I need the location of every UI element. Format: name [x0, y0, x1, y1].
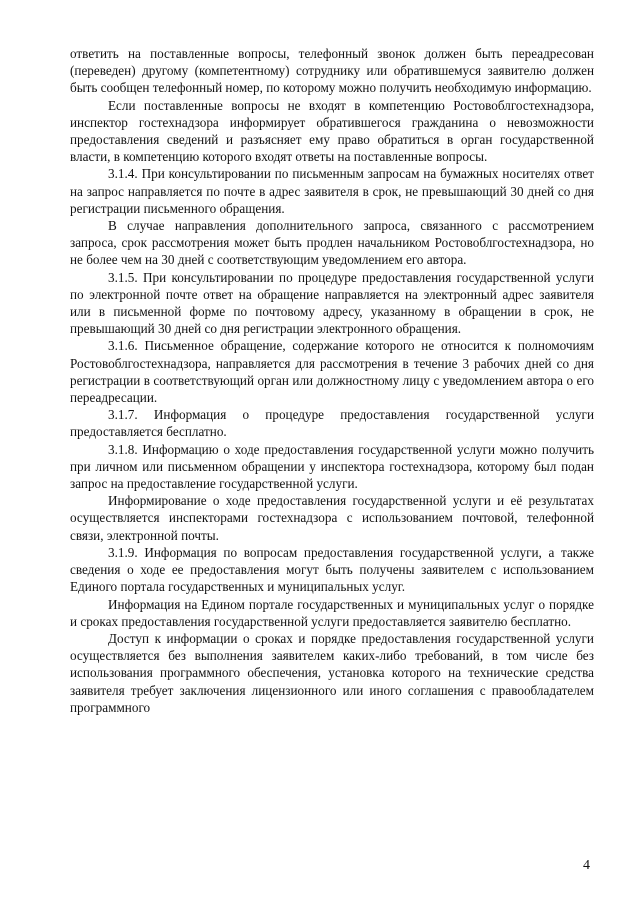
paragraph-3-1-4: 3.1.4. При консультировании по письменным запросам на бумажных носителях ответ на запрос направляется по почте в адрес заявителя в срок, не превышающий 30 дней со дня регистрации письменного обращения. — [70, 166, 594, 216]
paragraph-portal-info: Информация на Едином портале государственных и муниципальных услуг о порядке и сроках предоставления государственной услуги предоставляется заявителю бесплатно. — [70, 596, 594, 629]
paragraph-continuation: ответить на поставленные вопросы, телефонный звонок должен быть переадресован (переведен) другому (компетентному) сотруднику или обратившемуся заявителю должен быть сообщен телефонный номер, по которому можно получить необходимую информацию. — [70, 46, 594, 96]
page-number: 4 — [583, 858, 590, 873]
paragraph-competence: Если поставленные вопросы не входят в компетенцию Ростовоблгостехнадзора, инспектор гостехнадзора информирует обратившегося гражданина о невозможности предоставления сведений и разъясняет ему право обратиться в орган государственной власти, в компетенцию которого входят ответы на поставленные вопросы. — [70, 97, 594, 165]
paragraph-3-1-9: 3.1.9. Информация по вопросам предоставления государственной услуги, а также сведения о ходе ее предоставления могут быть получены заявителем с использованием Единого портала государственных и муниципальных услуг. — [70, 544, 594, 595]
paragraph-3-1-7: 3.1.7. Информация о процедуре предоставления государственной услуги предоставляется бесплатно. — [70, 407, 594, 440]
paragraph-3-1-5: 3.1.5. При консультировании по процедуре предоставления государственной услуги по электронной почте ответ на обращение направляется на электронный адрес заявителя или в письменной форме по почтовому адресу, указанному в обращении в срок, не превышающий 30 дней со дня регистрации электронного обращения. — [70, 269, 594, 337]
paragraph-access: Доступ к информации о сроках и порядке предоставления государственной услуги осуществляется без выполнения заявителем каких-либо требований, в том числе без использования программного обеспечения, установка которого на технические средства заявителя требует заключения лицензионного или иного соглашения с правообладателем программного — [70, 630, 594, 715]
document-body — [70, 45, 594, 716]
paragraph-3-1-8: 3.1.8. Информацию о ходе предоставления государственной услуги можно получить при личном или письменном обращении у инспектора гостехнадзора, которому был подан запрос на предоставление государственной услуги. — [70, 441, 594, 492]
paragraph-3-1-6: 3.1.6. Письменное обращение, содержание которого не относится к полномочиям Ростовоблгостехнадзора, направляется для рассмотрения в течение 3 рабочих дней со дня регистрации в соответствующий орган или должностному лицу с уведомлением автора о его переадресации. — [70, 338, 594, 406]
paragraph-additional-request: В случае направления дополнительного запроса, связанного с рассмотрением запроса, срок рассмотрения может быть продлен начальником Ростовоблгостехнадзора, но не более чем на 30 дней с соответствующим уведомлением его автора. — [70, 218, 594, 268]
paragraph-informing: Информирование о ходе предоставления государственной услуги и её результатах осуществляется инспекторами гостехнадзора с использованием почтовой, телефонной связи, электронной почты. — [70, 493, 594, 543]
